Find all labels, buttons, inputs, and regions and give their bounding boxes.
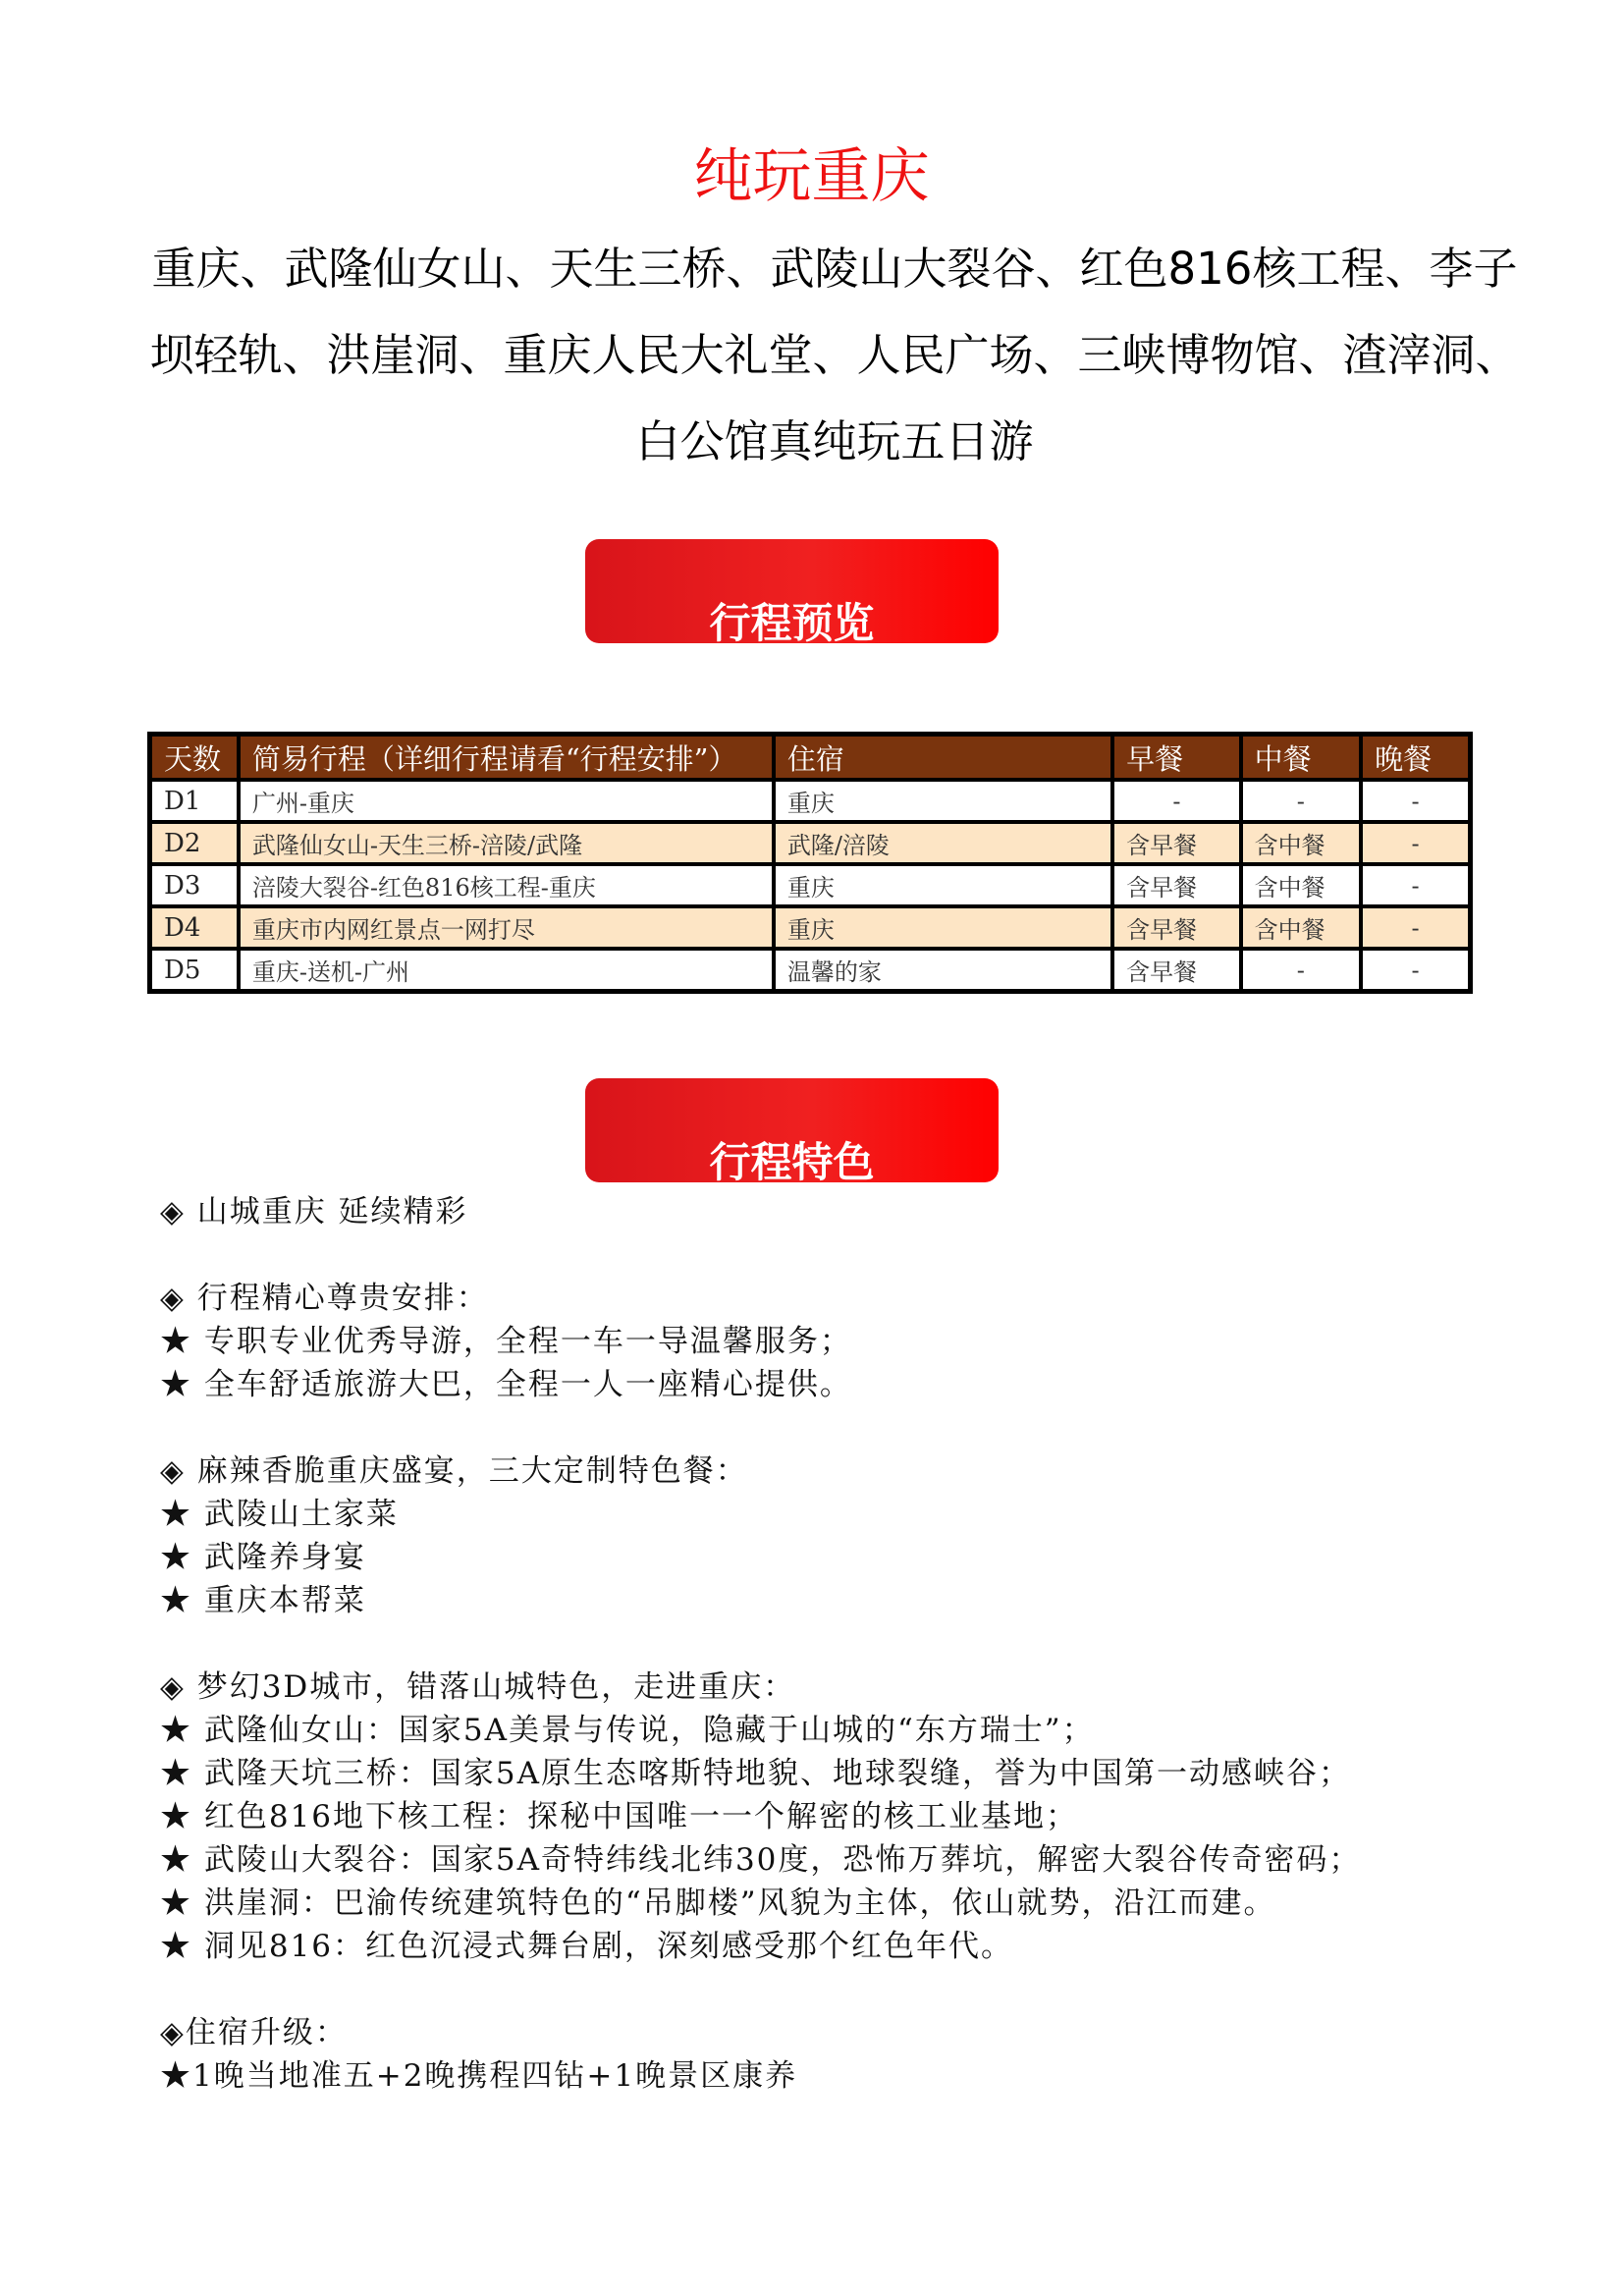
spacer <box>160 1406 1456 1449</box>
feature-line: ★ 重庆本帮菜 <box>160 1583 366 1618</box>
feature-line: ★ 洞见816：红色沉浸式舞台剧，深刻感受那个红色年代。 <box>160 1929 1014 1964</box>
feature-line: ★ 武陵山大裂谷：国家5A奇特纬线北纬30度，恐怖万葬坑，解密大裂谷传奇密码； <box>160 1842 1362 1878</box>
page-title: 纯玩重庆 <box>693 142 930 211</box>
feature-line: ★ 武隆仙女山：国家5A美景与传说，隐藏于山城的“东方瑞士”； <box>160 1713 1095 1748</box>
cell-day: D4 <box>150 906 239 949</box>
cell-hotel: 重庆 <box>774 906 1112 949</box>
trip-subtitle: 重庆、武隆仙女山、天生三桥、武陵山大裂谷、红色816核工程、李子坝轻轨、洪崖洞、重庆人民大礼堂、人民广场、三峡博物馆、渣滓洞、白公馆真纯玩五日游 <box>149 243 1520 467</box>
spacer <box>160 1622 1456 1666</box>
cell-day: D5 <box>150 949 239 992</box>
cell-route: 重庆市内网红景点一网打尽 <box>239 906 774 949</box>
table-row <box>150 780 1471 822</box>
cell-day: D2 <box>150 822 239 864</box>
feature-line: ◈ 麻辣香脆重庆盛宴，三大定制特色餐： <box>160 1453 748 1489</box>
feature-line: ★ 武陵山土家菜 <box>160 1497 399 1532</box>
cell-breakfast: 含早餐 <box>1112 906 1240 949</box>
table-header-row <box>150 735 1471 781</box>
feature-line: ★ 红色816地下核工程：探秘中国唯一一个解密的核工业基地； <box>160 1799 1079 1834</box>
header-lunch: 中餐 <box>1241 735 1361 781</box>
cell-dinner: - <box>1361 949 1470 992</box>
cell-day: D3 <box>150 864 239 906</box>
header-route: 简易行程（详细行程请看“行程安排”） <box>239 735 774 781</box>
header-hotel: 住宿 <box>774 735 1112 781</box>
cell-breakfast: 含早餐 <box>1112 822 1240 864</box>
feature-line: ★1晚当地准五+2晚携程四钻+1晚景区康养 <box>160 2058 798 2094</box>
feature-line: ◈住宿升级： <box>160 2015 348 2050</box>
overview-banner <box>585 539 999 643</box>
cell-hotel: 重庆 <box>774 864 1112 906</box>
cell-breakfast: 含早餐 <box>1112 949 1240 992</box>
feature-line: ★ 武隆天坑三桥：国家5A原生态喀斯特地貌、地球裂缝，誉为中国第一动感峡谷； <box>160 1756 1351 1791</box>
cell-route: 广州-重庆 <box>239 780 774 822</box>
cell-breakfast: 含早餐 <box>1112 864 1240 906</box>
table-row <box>150 822 1471 864</box>
overview-banner-label: 行程预览 <box>709 599 875 643</box>
cell-route: 重庆-送机-广州 <box>239 949 774 992</box>
features-banner-label: 行程特色 <box>709 1138 875 1182</box>
table-row <box>150 906 1471 949</box>
cell-lunch: 含中餐 <box>1241 864 1361 906</box>
feature-line: ◈ 山城重庆 延续精彩 <box>160 1194 468 1230</box>
header-dinner: 晚餐 <box>1361 735 1470 781</box>
cell-lunch: 含中餐 <box>1241 906 1361 949</box>
cell-lunch: - <box>1241 780 1361 822</box>
cell-hotel: 温馨的家 <box>774 949 1112 992</box>
table-row <box>150 864 1471 906</box>
feature-line: ◈ 行程精心尊贵安排： <box>160 1281 489 1316</box>
feature-line: ★ 专职专业优秀导游，全程一车一导温馨服务； <box>160 1324 852 1359</box>
cell-route: 武隆仙女山-天生三桥-涪陵/武隆 <box>239 822 774 864</box>
feature-line: ★ 洪崖洞：巴渝传统建筑特色的“吊脚楼”风貌为主体，依山就势，沿江而建。 <box>160 1886 1276 1921</box>
cell-lunch: - <box>1241 949 1361 992</box>
cell-dinner: - <box>1361 906 1470 949</box>
cell-dinner: - <box>1361 864 1470 906</box>
cell-dinner: - <box>1361 822 1470 864</box>
feature-line: ◈ 梦幻3D城市，错落山城特色，走进重庆： <box>160 1669 796 1705</box>
spacer <box>160 1233 1456 1277</box>
itinerary-table <box>147 732 1473 994</box>
cell-hotel: 武隆/涪陵 <box>774 822 1112 864</box>
cell-route: 涪陵大裂谷-红色816核工程-重庆 <box>239 864 774 906</box>
header-day: 天数 <box>150 735 239 781</box>
feature-line: ★ 全车舒适旅游大巴，全程一人一座精心提供。 <box>160 1367 852 1402</box>
cell-breakfast: - <box>1112 780 1240 822</box>
features-banner <box>585 1078 999 1182</box>
cell-lunch: 含中餐 <box>1241 822 1361 864</box>
features-list <box>160 1190 1456 2098</box>
table-row <box>150 949 1471 992</box>
cell-dinner: - <box>1361 780 1470 822</box>
header-breakfast: 早餐 <box>1112 735 1240 781</box>
cell-hotel: 重庆 <box>774 780 1112 822</box>
feature-line: ★ 武隆养身宴 <box>160 1540 366 1575</box>
cell-day: D1 <box>150 780 239 822</box>
spacer <box>160 1968 1456 2011</box>
